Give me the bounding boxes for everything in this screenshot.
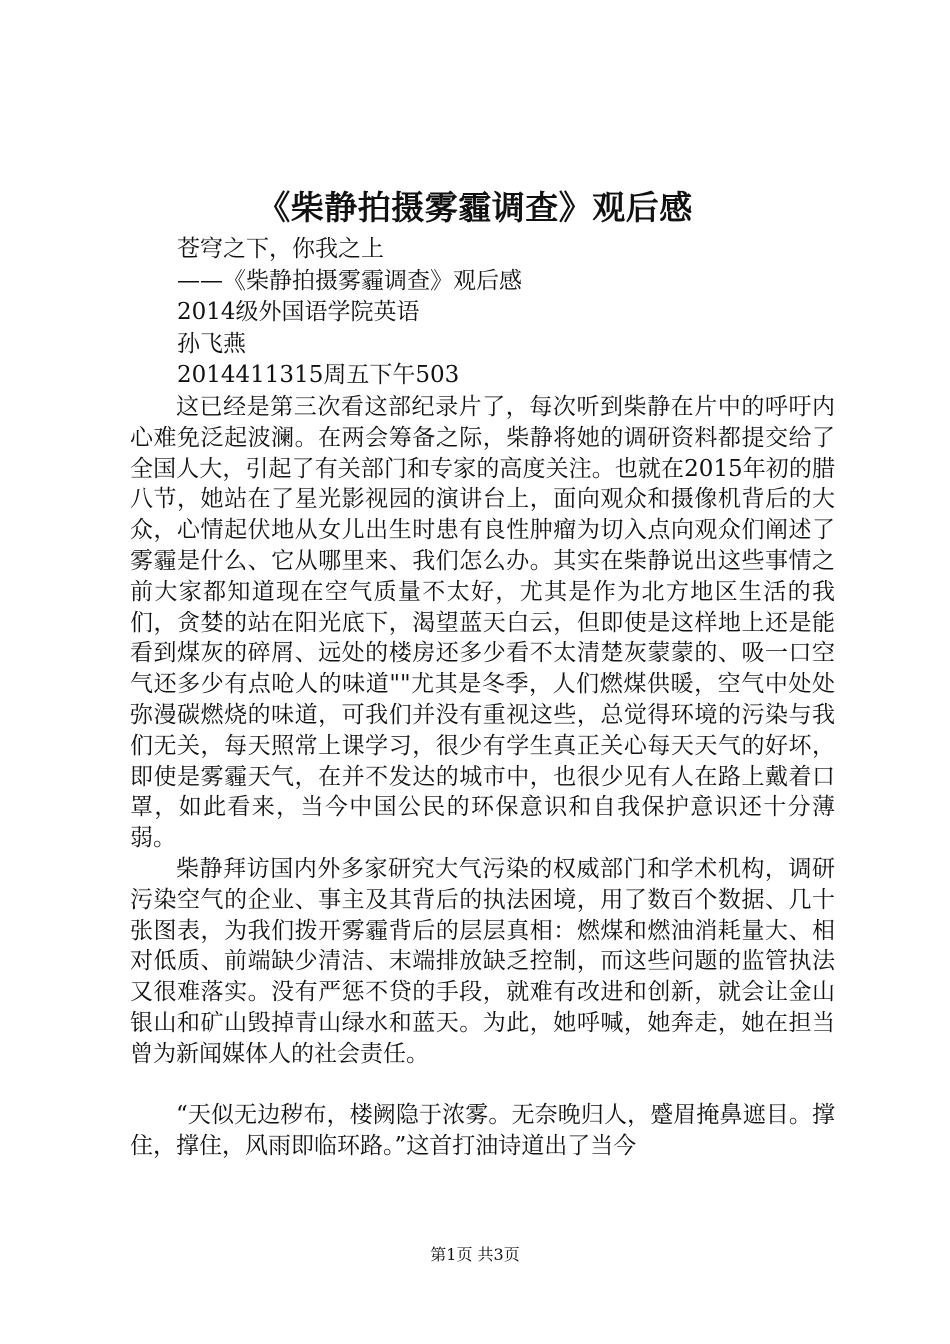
document-body: [130, 392, 835, 1162]
document-title: 《柴静拍摄雾霾调查》观后感: [257, 188, 693, 227]
header-block: [177, 234, 857, 392]
paragraph: “天似无边秽布，楼阙隐于浓雾。无奈晚归人，蹙眉掩鼻遮目。撑住，撑住，风雨即临环路。”这首打油诗道出了当今: [130, 1102, 835, 1160]
author-class-line: 2014级外国语学院英语: [177, 299, 420, 325]
author-name-line: 孙飞燕: [177, 330, 246, 357]
subtitle-reference-line: ——《柴静拍摄雾霾调查》观后感: [177, 267, 522, 294]
page-footer: 第1页 共3页: [430, 1245, 520, 1264]
paragraph: 这已经是第三次看这部纪录片了，每次听到柴静在片中的呼吁内心难免泛起波澜。在两会筹备之际，柴静将她的调研资料都提交给了全国人大，引起了有关部门和专家的高度关注。也就在2015年初的腊八节，她站在了星光影视园的演讲台上，面向观众和摄像机背后的大众，心情起伏地从女儿出生时患有良性肿瘤为切入点向观众们阐述了雾霾是什么、它从哪里来、我们怎么办。其实在柴静说出这些事情之前大家都知道现在空气质量不太好，尤其是作为北方地区生活的我们，贪婪的站在阳光底下，渴望蓝天白云，但即使是这样地上还是能看到煤灰的碎屑、远处的楼房还多少看不太清楚灰蒙蒙的、吸一口空气还多少有点呛人的味道""尤其是冬季，人们燃煤供暖，空气中处处弥漫碳燃烧的味道，可我们并没有重视这些，总觉得环境的污染与我们无关，每天照常上课学习，很少有学生真正关心每天天气的好坏，即使是雾霾天气，在并不发达的城市中，也很少见有人在路上戴着口罩，如此看来，当今中国公民的环保意识和自我保护意识还十分薄弱。: [130, 394, 835, 852]
paragraph: 柴静拜访国内外多家研究大气污染的权威部门和学术机构，调研污染空气的企业、事主及其背后的执法困境，用了数百个数据、几十张图表，为我们拨开雾霾背后的层层真相：燃煤和燃油消耗量大、相对低质、前端缺少清洁、末端排放缺乏控制，而这些问题的监管执法又很难落实。没有严惩不贷的手段，就难有改进和创新，就会让金山银山和矿山毁掉青山绿水和蓝天。为此，她呼喊，她奔走，她在担当曾为新闻媒体人的社会责任。: [130, 855, 835, 1067]
student-id-line: 2014411315周五下午503: [177, 362, 460, 388]
subtitle-line: 苍穹之下，你我之上: [177, 236, 384, 262]
